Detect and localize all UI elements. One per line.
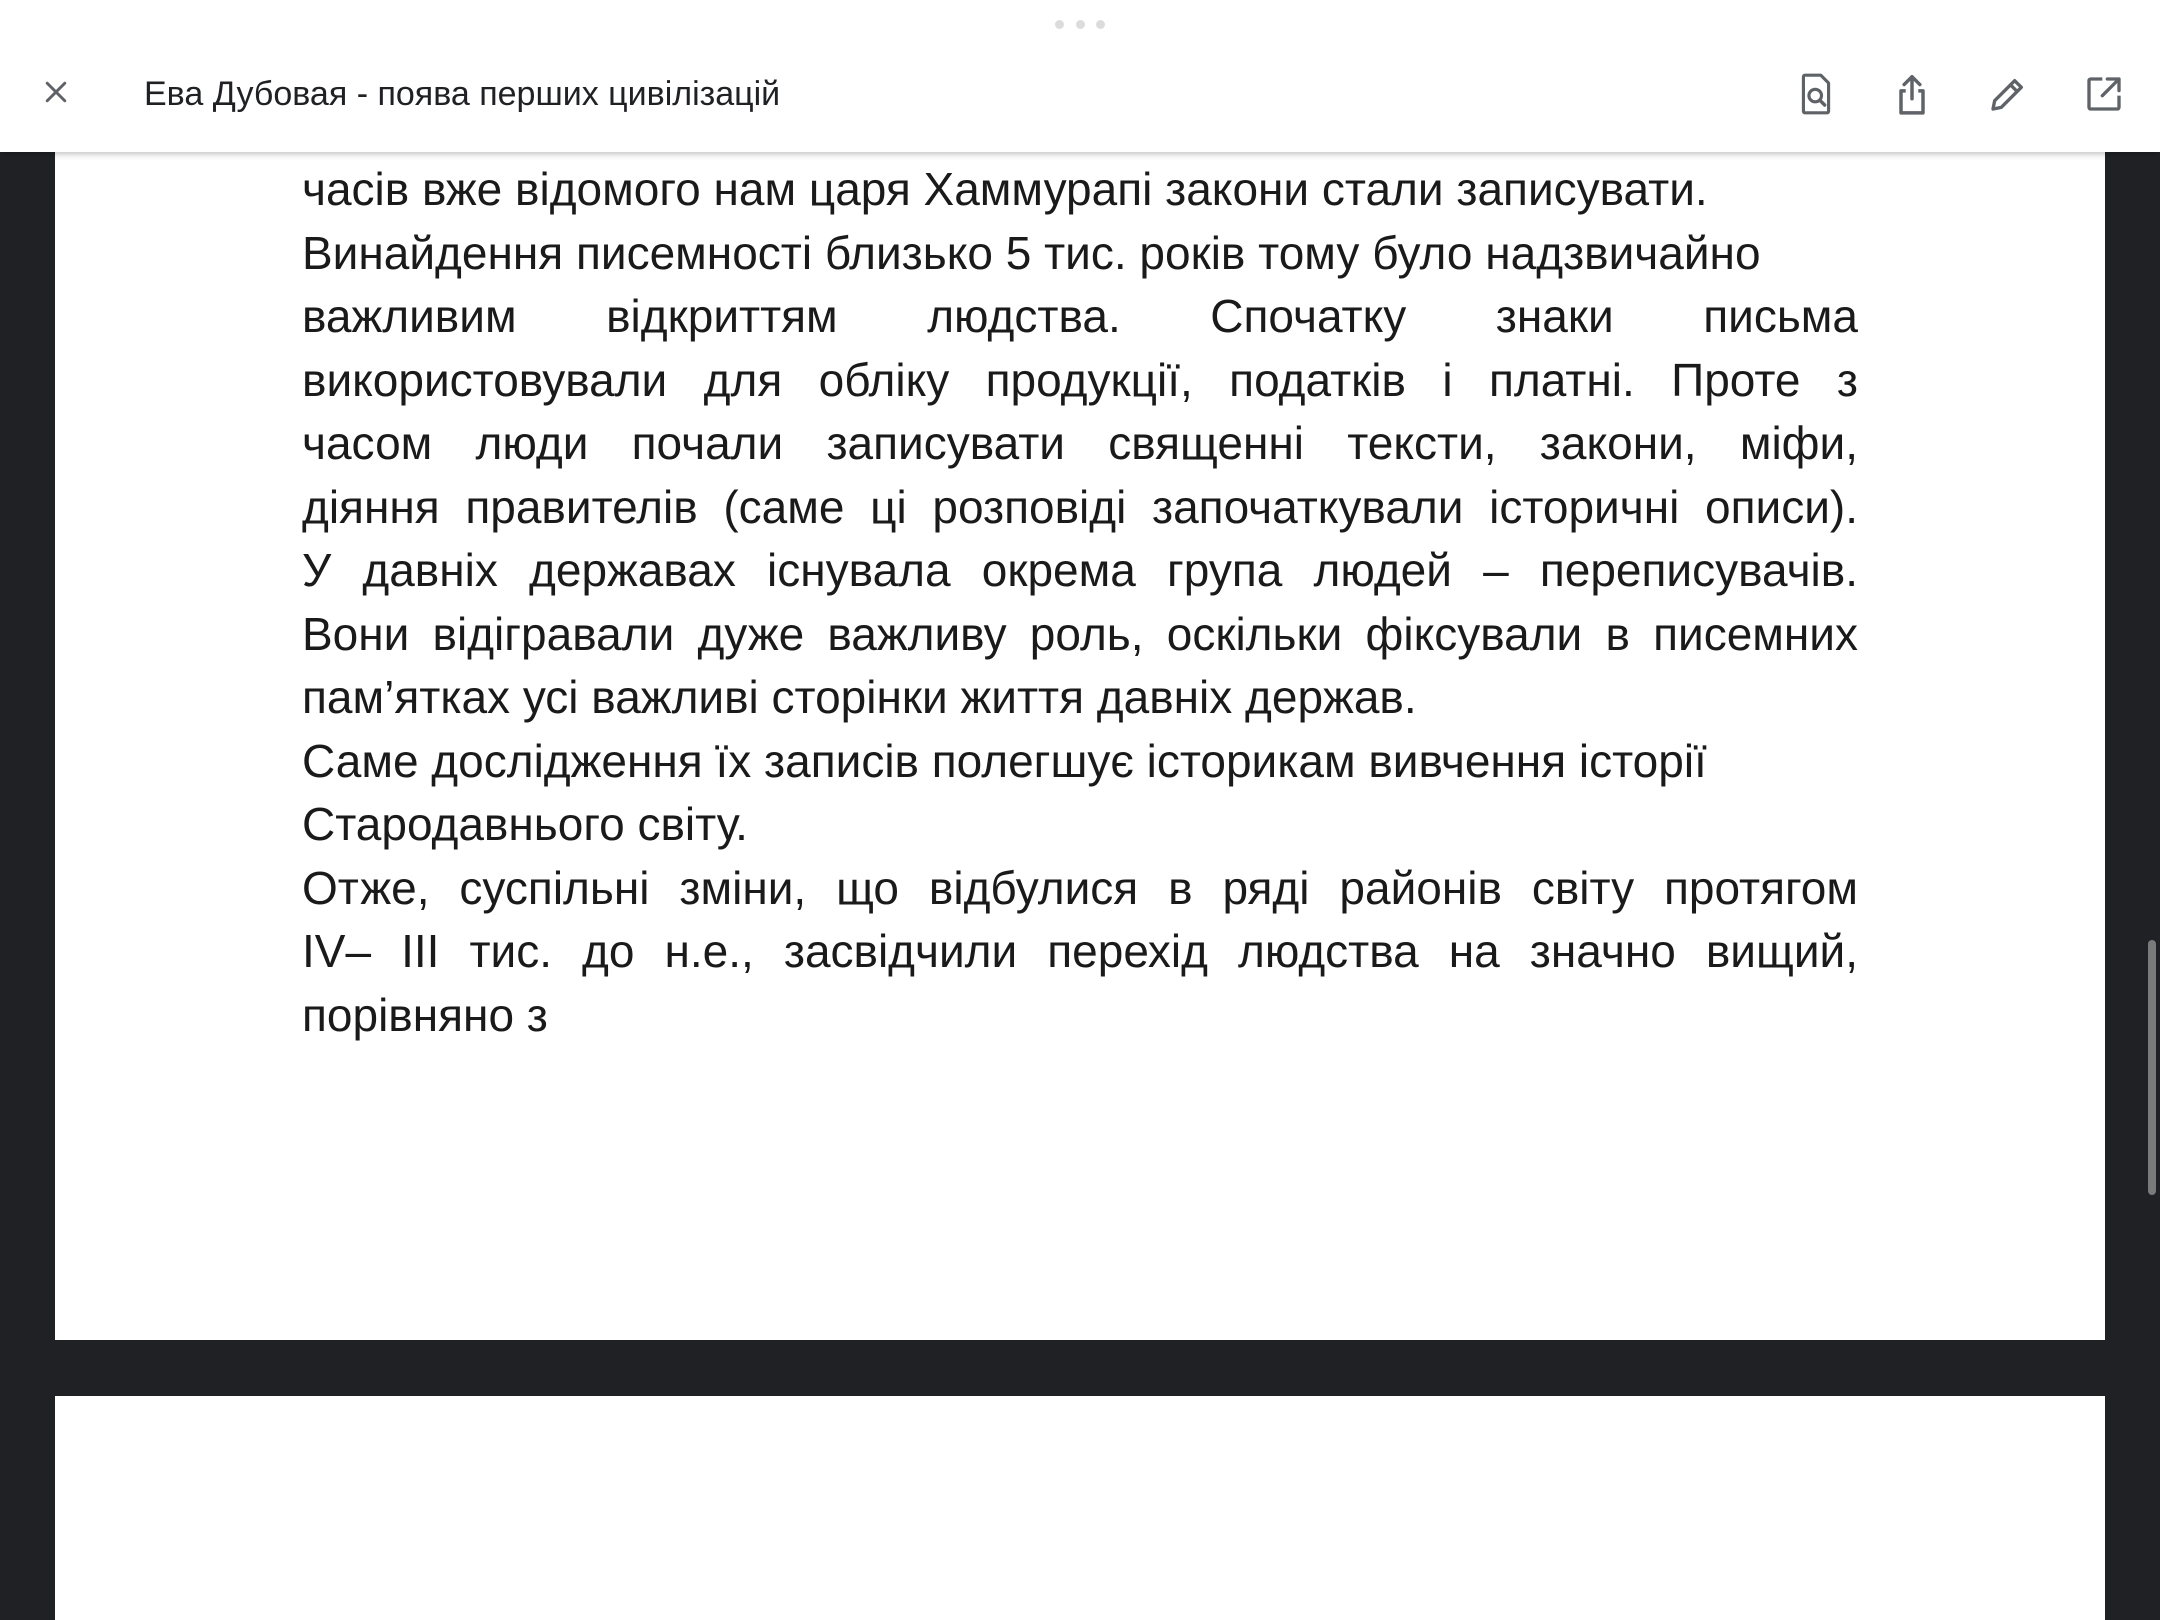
share-button[interactable] [1884,66,1940,122]
drag-handle[interactable] [1055,20,1105,30]
text-line: Вони відігравали дуже важливу роль, оскільки фіксували в писемних [302,607,1858,660]
text-line: часів вже відомого нам царя Хаммурапі закони стали записувати. [302,163,1708,215]
document-title: Ева Дубовая - поява перших цивілізацій [144,75,781,113]
share-icon [1893,72,1931,116]
close-icon [41,77,71,107]
document-page-next [55,1396,2105,1620]
edit-button[interactable] [1980,66,2036,122]
text-line: часом люди почали записувати священні тексти, закони, міфи, [302,417,1858,469]
open-in-new-icon [2084,74,2124,114]
drag-handle-dot [1076,20,1085,29]
viewer-toolbar [0,0,2160,152]
page-body-text [302,158,1858,1047]
text-line: У давніх державах існувала окрема група людей – переписувачів. [302,544,1858,596]
text-line: Винайдення писемності близько 5 тис. років тому було надзвичайно [302,226,1761,279]
close-button[interactable] [30,66,82,118]
text-line: важливим відкриттям людства. Спочатку знаки письма [302,290,1858,342]
document-page [55,0,2105,1340]
text-line: IV– III тис. до н.е., засвідчили перехід людства на значно вищий, [302,925,1858,977]
text-line: Стародавнього світу. [302,798,748,850]
text-line: діяння правителів (саме ці розповіді започаткували історичні описи). [302,480,1858,533]
text-line: використовували для обліку продукції, податків і платні. Проте з [302,353,1858,406]
drag-handle-dot [1096,20,1105,29]
text-line: Саме дослідження їх записів полегшує історикам вивчення історії [302,734,1707,787]
vertical-scrollbar[interactable] [2148,940,2156,1195]
find-in-document-button[interactable] [1788,66,1844,122]
find-in-document-icon [1797,72,1835,116]
text-line: пам’ятках усі важливі сторінки життя давніх держав. [302,671,1417,723]
open-in-new-button[interactable] [2076,66,2132,122]
text-line: порівняно з [302,988,548,1041]
text-line: Отже, суспільні зміни, що відбулися в ряді районів світу протягом [302,861,1858,914]
drag-handle-dot [1055,20,1064,29]
edit-pencil-icon [1988,74,2028,114]
